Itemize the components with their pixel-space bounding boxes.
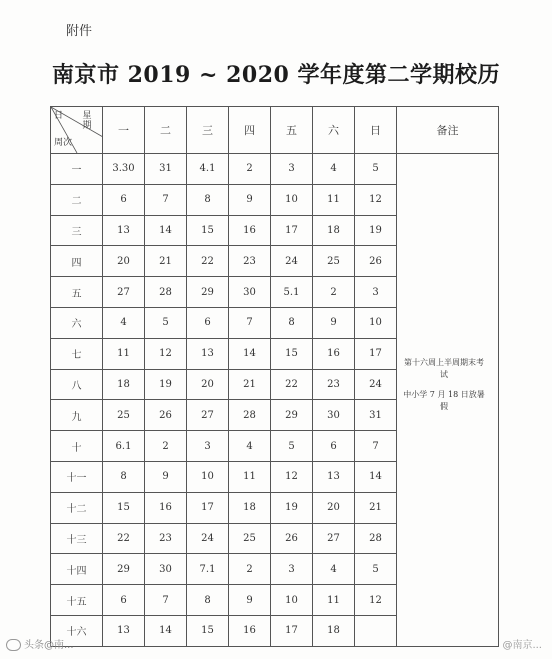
date-cell: 6.1 [103, 431, 145, 462]
date-cell: 20 [313, 492, 355, 523]
date-cell: 28 [229, 400, 271, 431]
date-cell: 29 [271, 400, 313, 431]
week-number-cell: 六 [51, 307, 103, 338]
date-cell: 13 [103, 615, 145, 646]
date-cell: 18 [313, 615, 355, 646]
date-cell: 3 [355, 277, 397, 308]
date-cell: 14 [355, 461, 397, 492]
date-cell: 18 [103, 369, 145, 400]
date-cell: 11 [229, 461, 271, 492]
date-cell: 27 [103, 277, 145, 308]
week-number-cell: 十二 [51, 492, 103, 523]
week-number-cell: 五 [51, 277, 103, 308]
date-cell: 28 [355, 523, 397, 554]
date-cell: 25 [229, 523, 271, 554]
date-cell: 5 [355, 154, 397, 185]
watermark-left: 头条@南... [6, 636, 74, 651]
date-cell: 26 [271, 523, 313, 554]
date-cell: 16 [145, 492, 187, 523]
date-cell: 15 [103, 492, 145, 523]
date-cell: 8 [187, 585, 229, 616]
date-cell: 7 [229, 307, 271, 338]
corner-weeknum-label: 周次 [54, 138, 73, 148]
table-row [51, 154, 499, 185]
date-cell: 12 [271, 461, 313, 492]
date-cell: 19 [355, 215, 397, 246]
date-cell: 4 [313, 154, 355, 185]
date-cell: 5 [355, 554, 397, 585]
date-cell: 3.30 [103, 154, 145, 185]
date-cell: 23 [313, 369, 355, 400]
date-cell: 9 [229, 585, 271, 616]
header-row [51, 107, 499, 154]
date-cell: 7 [145, 184, 187, 215]
week-number-cell: 十五 [51, 585, 103, 616]
date-cell: 19 [271, 492, 313, 523]
date-cell: 5 [271, 431, 313, 462]
date-cell: 24 [187, 523, 229, 554]
date-cell: 21 [145, 246, 187, 277]
date-cell: 18 [313, 215, 355, 246]
date-cell: 2 [313, 277, 355, 308]
date-cell: 13 [187, 338, 229, 369]
corner-header [51, 107, 103, 154]
date-cell: 6 [187, 307, 229, 338]
date-cell: 9 [229, 184, 271, 215]
date-cell: 22 [103, 523, 145, 554]
date-cell: 9 [145, 461, 187, 492]
date-cell: 12 [355, 585, 397, 616]
week-number-cell: 十 [51, 431, 103, 462]
date-cell: 10 [271, 184, 313, 215]
date-cell: 14 [229, 338, 271, 369]
date-cell: 23 [145, 523, 187, 554]
date-cell: 31 [145, 154, 187, 185]
weibo-icon [6, 639, 21, 651]
date-cell: 7 [145, 585, 187, 616]
date-cell: 4 [103, 307, 145, 338]
date-cell: 7 [355, 431, 397, 462]
week-number-cell: 九 [51, 400, 103, 431]
date-cell: 5.1 [271, 277, 313, 308]
date-cell: 6 [313, 431, 355, 462]
date-cell: 19 [145, 369, 187, 400]
date-cell: 5 [145, 307, 187, 338]
date-cell: 15 [271, 338, 313, 369]
week-number-cell: 十一 [51, 461, 103, 492]
page-title: 南京市 2019 ~ 2020 学年度第二学期校历 [51, 62, 501, 88]
date-cell: 25 [103, 400, 145, 431]
week-number-cell: 八 [51, 369, 103, 400]
date-cell: 25 [313, 246, 355, 277]
date-cell: 3 [271, 554, 313, 585]
date-cell: 10 [355, 307, 397, 338]
date-cell: 15 [187, 615, 229, 646]
date-cell: 6 [103, 184, 145, 215]
date-cell: 26 [355, 246, 397, 277]
date-cell: 9 [313, 307, 355, 338]
date-cell: 21 [355, 492, 397, 523]
date-cell: 17 [271, 215, 313, 246]
week-number-cell: 十六 [51, 615, 103, 646]
date-cell: 2 [145, 431, 187, 462]
day-header: 一 [103, 107, 145, 154]
corner-day-label: 日 [54, 111, 64, 121]
date-cell: 8 [271, 307, 313, 338]
date-cell: 14 [145, 215, 187, 246]
week-number-cell: 七 [51, 338, 103, 369]
date-cell: 4 [229, 431, 271, 462]
remark-note: 中小学 7 月 18 日放暑假 [403, 390, 485, 411]
date-cell: 29 [187, 277, 229, 308]
date-cell: 8 [103, 461, 145, 492]
week-number-cell: 四 [51, 246, 103, 277]
remarks-cell [397, 154, 499, 647]
date-cell: 28 [145, 277, 187, 308]
week-number-cell: 十四 [51, 554, 103, 585]
date-cell: 14 [145, 615, 187, 646]
week-number-cell: 三 [51, 215, 103, 246]
date-cell: 24 [355, 369, 397, 400]
date-cell: 3 [187, 431, 229, 462]
date-cell: 20 [103, 246, 145, 277]
date-cell: 17 [271, 615, 313, 646]
date-cell: 26 [145, 400, 187, 431]
date-cell: 21 [229, 369, 271, 400]
date-cell: 7.1 [187, 554, 229, 585]
date-cell: 29 [103, 554, 145, 585]
day-header: 三 [187, 107, 229, 154]
date-cell: 30 [145, 554, 187, 585]
remark-note: 第十六周上半周期末考试 [404, 358, 484, 379]
date-cell: 22 [187, 246, 229, 277]
attachment-label: 附件 [66, 24, 93, 39]
date-cell: 13 [313, 461, 355, 492]
date-cell: 10 [187, 461, 229, 492]
date-cell: 3 [271, 154, 313, 185]
date-cell: 4 [313, 554, 355, 585]
date-cell: 6 [103, 585, 145, 616]
date-cell: 27 [187, 400, 229, 431]
date-cell: 30 [313, 400, 355, 431]
week-number-cell: 二 [51, 184, 103, 215]
watermark-right: @南京... [502, 640, 542, 651]
date-cell: 24 [271, 246, 313, 277]
date-cell: 30 [229, 277, 271, 308]
date-cell: 15 [187, 215, 229, 246]
date-cell [355, 615, 397, 646]
date-cell: 17 [355, 338, 397, 369]
date-cell: 12 [355, 184, 397, 215]
date-cell: 11 [313, 184, 355, 215]
day-header: 日 [355, 107, 397, 154]
date-cell: 18 [229, 492, 271, 523]
date-cell: 20 [187, 369, 229, 400]
date-cell: 16 [229, 615, 271, 646]
corner-week-label: 星期 [82, 111, 92, 131]
date-cell: 23 [229, 246, 271, 277]
date-cell: 2 [229, 554, 271, 585]
date-cell: 4.1 [187, 154, 229, 185]
day-header: 六 [313, 107, 355, 154]
week-number-cell: 一 [51, 154, 103, 185]
day-header: 四 [229, 107, 271, 154]
day-header: 五 [271, 107, 313, 154]
date-cell: 17 [187, 492, 229, 523]
week-number-cell: 十三 [51, 523, 103, 554]
remarks-header: 备注 [397, 107, 499, 154]
day-header: 二 [145, 107, 187, 154]
date-cell: 16 [229, 215, 271, 246]
date-cell: 22 [271, 369, 313, 400]
date-cell: 11 [313, 585, 355, 616]
school-calendar-table [50, 106, 499, 647]
date-cell: 10 [271, 585, 313, 616]
date-cell: 11 [103, 338, 145, 369]
date-cell: 13 [103, 215, 145, 246]
date-cell: 2 [229, 154, 271, 185]
date-cell: 16 [313, 338, 355, 369]
date-cell: 8 [187, 184, 229, 215]
date-cell: 27 [313, 523, 355, 554]
date-cell: 12 [145, 338, 187, 369]
date-cell: 31 [355, 400, 397, 431]
